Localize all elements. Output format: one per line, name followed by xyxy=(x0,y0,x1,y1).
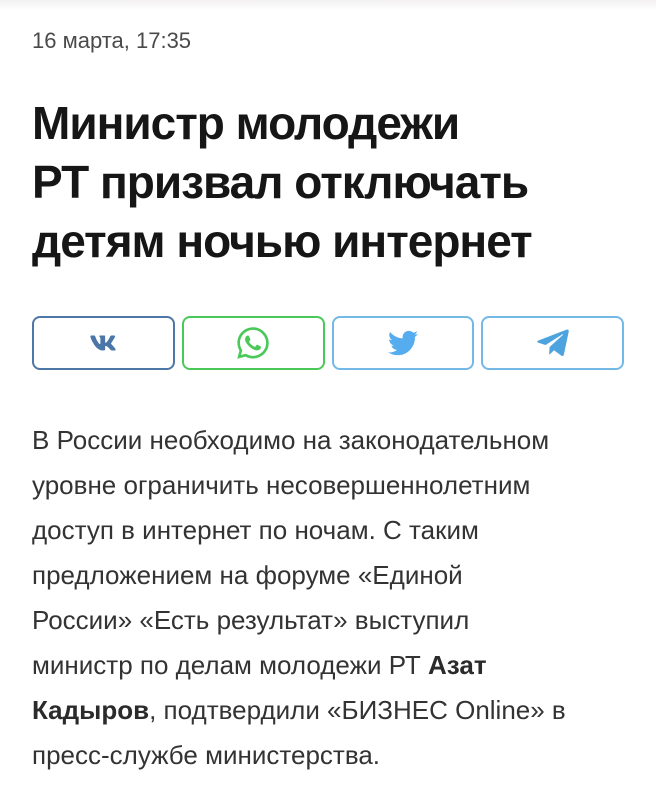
article-line: доступ в интернет по ночам. С таким xyxy=(32,515,479,545)
article-headline xyxy=(32,94,624,271)
top-edge-strip xyxy=(0,0,656,10)
article-line: министр по делам молодежи РТ Азат xyxy=(32,650,487,680)
vk-icon xyxy=(84,331,122,355)
twitter-icon xyxy=(386,328,420,358)
article-paragraph xyxy=(32,418,624,778)
headline-line: Министр молодежи xyxy=(32,97,460,149)
article-line: предложением на форуме «Единой xyxy=(32,560,463,590)
whatsapp-icon xyxy=(237,325,269,361)
share-twitter-button[interactable] xyxy=(332,316,475,370)
article-page xyxy=(0,26,656,778)
article-line: России» «Есть результат» выступил xyxy=(32,605,470,635)
share-telegram-button[interactable] xyxy=(481,316,624,370)
telegram-icon xyxy=(537,325,569,361)
headline-line: детям ночью интернет xyxy=(32,215,532,267)
article-line: пресс-службе министерства. xyxy=(32,740,381,770)
share-whatsapp-button[interactable] xyxy=(182,316,325,370)
article-date: 16 марта, 17:35 xyxy=(32,28,192,53)
headline-line: РТ призвал отключать xyxy=(32,156,529,208)
article-line: Кадыров, подтвердили «БИЗНЕС Online» в xyxy=(32,695,566,725)
share-vk-button[interactable] xyxy=(32,316,175,370)
article-line: В России необходимо на законодательном xyxy=(32,425,550,455)
article-line: уровне ограничить несовершеннолетним xyxy=(32,470,531,500)
share-buttons-row xyxy=(32,316,624,370)
